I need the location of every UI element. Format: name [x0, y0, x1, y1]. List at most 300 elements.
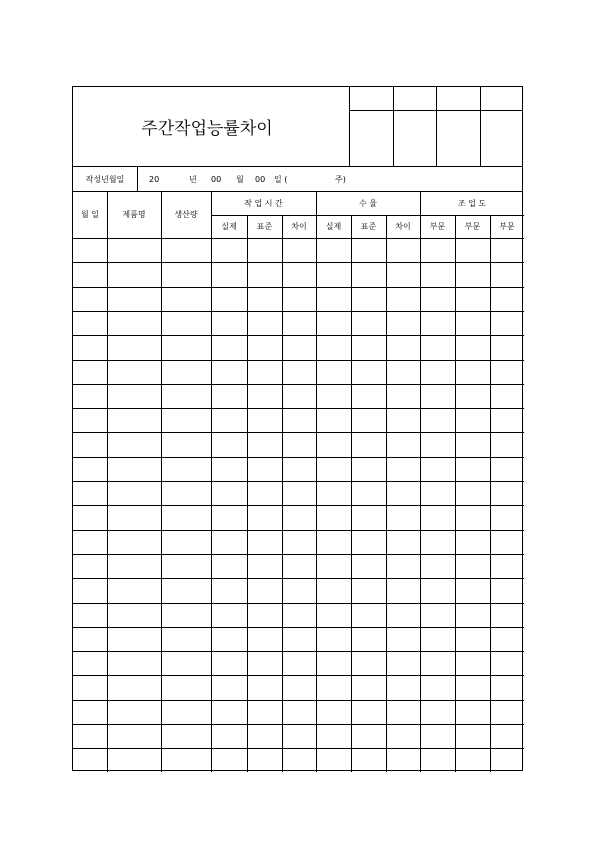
table-cell[interactable] — [248, 604, 282, 627]
table-cell[interactable] — [421, 336, 455, 360]
table-cell[interactable] — [248, 725, 282, 748]
table-cell[interactable] — [491, 263, 524, 287]
table-cell[interactable] — [352, 482, 386, 505]
table-cell[interactable] — [317, 531, 351, 554]
table-cell[interactable] — [108, 725, 161, 748]
table-cell[interactable] — [352, 579, 386, 603]
table-cell[interactable] — [162, 433, 211, 457]
table-cell[interactable] — [491, 652, 524, 675]
table-cell[interactable] — [352, 749, 386, 773]
table-cell[interactable] — [108, 628, 161, 651]
table-cell[interactable] — [421, 263, 455, 287]
table-cell[interactable] — [387, 433, 420, 457]
table-cell[interactable] — [352, 676, 386, 700]
table-cell[interactable] — [456, 579, 490, 603]
table-cell[interactable] — [212, 725, 247, 748]
table-cell[interactable] — [491, 676, 524, 700]
table-cell[interactable] — [421, 531, 455, 554]
table-cell[interactable] — [456, 531, 490, 554]
approval-sign-cell[interactable] — [394, 111, 437, 166]
table-cell[interactable] — [162, 336, 211, 360]
table-cell[interactable] — [212, 482, 247, 505]
table-cell[interactable] — [317, 555, 351, 578]
table-cell[interactable] — [456, 458, 490, 481]
day-value[interactable]: 00 — [255, 174, 266, 184]
table-cell[interactable] — [162, 458, 211, 481]
table-cell[interactable] — [212, 676, 247, 700]
table-cell[interactable] — [456, 239, 490, 262]
table-cell[interactable] — [491, 628, 524, 651]
header-sub-5: 차이 — [395, 222, 411, 231]
table-cell[interactable] — [283, 288, 316, 311]
table-cell[interactable] — [491, 433, 524, 457]
table-cell[interactable] — [74, 652, 107, 675]
table-cell[interactable] — [387, 385, 420, 408]
table-cell[interactable] — [248, 579, 282, 603]
table-cell[interactable] — [352, 652, 386, 675]
table-cell[interactable] — [248, 555, 282, 578]
table-cell[interactable] — [387, 701, 420, 724]
table-cell[interactable] — [387, 482, 420, 505]
table-cell[interactable] — [421, 676, 455, 700]
table-cell[interactable] — [491, 749, 524, 773]
table-cell[interactable] — [108, 263, 161, 287]
table-cell[interactable] — [108, 458, 161, 481]
table-cell[interactable] — [74, 725, 107, 748]
table-cell[interactable] — [74, 433, 107, 457]
table-cell[interactable] — [283, 579, 316, 603]
table-cell[interactable] — [74, 361, 107, 384]
table-cell[interactable] — [212, 628, 247, 651]
table-cell[interactable] — [317, 676, 351, 700]
table-cell[interactable] — [283, 506, 316, 530]
table-cell[interactable] — [387, 458, 420, 481]
table-cell[interactable] — [421, 433, 455, 457]
table-cell[interactable] — [421, 409, 455, 432]
table-cell[interactable] — [317, 385, 351, 408]
table-cell[interactable] — [491, 409, 524, 432]
table-cell[interactable] — [162, 725, 211, 748]
table-cell[interactable] — [74, 701, 107, 724]
table-cell[interactable] — [162, 288, 211, 311]
table-cell[interactable] — [283, 628, 316, 651]
table-cell[interactable] — [248, 531, 282, 554]
table-cell[interactable] — [248, 506, 282, 530]
table-cell[interactable] — [74, 506, 107, 530]
table-cell[interactable] — [317, 701, 351, 724]
table-cell[interactable] — [491, 336, 524, 360]
table-cell[interactable] — [352, 555, 386, 578]
table-cell[interactable] — [283, 652, 316, 675]
table-cell[interactable] — [162, 482, 211, 505]
table-cell[interactable] — [387, 725, 420, 748]
table-cell[interactable] — [248, 409, 282, 432]
table-cell[interactable] — [456, 701, 490, 724]
table-cell[interactable] — [108, 288, 161, 311]
table-cell[interactable] — [74, 263, 107, 287]
table-cell[interactable] — [352, 361, 386, 384]
table-cell[interactable] — [108, 312, 161, 335]
table-cell[interactable] — [491, 482, 524, 505]
table-cell[interactable] — [421, 652, 455, 675]
header-month-day: 월 일 — [81, 210, 99, 219]
table-cell[interactable] — [248, 288, 282, 311]
table-cell[interactable] — [74, 579, 107, 603]
approval-header-cell[interactable] — [350, 87, 394, 111]
table-cell[interactable] — [491, 604, 524, 627]
table-cell[interactable] — [421, 725, 455, 748]
table-cell[interactable] — [317, 628, 351, 651]
table-cell[interactable] — [283, 749, 316, 773]
table-cell[interactable] — [248, 312, 282, 335]
approval-stamp-grid — [350, 87, 523, 166]
table-cell[interactable] — [108, 749, 161, 773]
table-cell[interactable] — [387, 555, 420, 578]
table-cell[interactable] — [317, 288, 351, 311]
table-cell[interactable] — [456, 749, 490, 773]
table-cell[interactable] — [387, 409, 420, 432]
table-cell[interactable] — [162, 409, 211, 432]
table-cell[interactable] — [317, 579, 351, 603]
header-work-time: 작 업 시 간 — [244, 198, 283, 208]
table-cell[interactable] — [162, 701, 211, 724]
table-cell[interactable] — [387, 288, 420, 311]
table-cell[interactable] — [212, 652, 247, 675]
table-cell[interactable] — [74, 409, 107, 432]
approval-header-cell[interactable] — [437, 87, 481, 111]
table-cell[interactable] — [162, 361, 211, 384]
table-cell[interactable] — [283, 336, 316, 360]
table-cell[interactable] — [108, 555, 161, 578]
table-cell[interactable] — [387, 312, 420, 335]
table-cell[interactable] — [387, 604, 420, 627]
table-cell[interactable] — [74, 336, 107, 360]
table-cell[interactable] — [283, 458, 316, 481]
table-cell[interactable] — [491, 531, 524, 554]
table-cell[interactable] — [456, 555, 490, 578]
table-cell[interactable] — [283, 361, 316, 384]
table-cell[interactable] — [352, 458, 386, 481]
table-cell[interactable] — [317, 239, 351, 262]
table-cell[interactable] — [248, 701, 282, 724]
table-cell[interactable] — [352, 263, 386, 287]
table-cell[interactable] — [212, 288, 247, 311]
table-cell[interactable] — [421, 628, 455, 651]
header-sub-3: 실제 — [325, 222, 342, 231]
table-cell[interactable] — [283, 604, 316, 627]
table-cell[interactable] — [248, 458, 282, 481]
month-unit: 월 — [236, 174, 244, 184]
table-cell[interactable] — [212, 433, 247, 457]
table-cell[interactable] — [421, 239, 455, 262]
table-cell[interactable] — [317, 458, 351, 481]
table-cell[interactable] — [456, 288, 490, 311]
table-cell[interactable] — [491, 725, 524, 748]
table-cell[interactable] — [491, 579, 524, 603]
table-cell[interactable] — [456, 482, 490, 505]
header-production: 생산량 — [174, 210, 198, 219]
table-cell[interactable] — [456, 312, 490, 335]
table-cell[interactable] — [317, 361, 351, 384]
header-sub-1: 표준 — [256, 222, 273, 231]
table-cell[interactable] — [387, 652, 420, 675]
table-cell[interactable] — [212, 506, 247, 530]
table-cell[interactable] — [212, 409, 247, 432]
year-unit: 년 — [189, 174, 197, 184]
table-cell[interactable] — [491, 312, 524, 335]
table-cell[interactable] — [162, 749, 211, 773]
table-cell[interactable] — [108, 604, 161, 627]
header-sub-0: 실제 — [221, 222, 237, 231]
table-cell[interactable] — [387, 361, 420, 384]
table-cell[interactable] — [162, 604, 211, 627]
table-cell[interactable] — [283, 433, 316, 457]
table-cell[interactable] — [248, 628, 282, 651]
day-unit: 일 ( — [274, 174, 288, 184]
table-cell[interactable] — [212, 579, 247, 603]
table-cell[interactable] — [212, 555, 247, 578]
table-cell[interactable] — [387, 628, 420, 651]
work-efficiency-form — [72, 86, 523, 771]
table-cell[interactable] — [421, 604, 455, 627]
table-cell[interactable] — [283, 725, 316, 748]
page-title: 주간작업능률차이 — [141, 119, 273, 139]
header-divider — [211, 215, 524, 216]
table-cell[interactable] — [248, 385, 282, 408]
table-cell[interactable] — [108, 579, 161, 603]
table-cell[interactable] — [212, 701, 247, 724]
table-cell[interactable] — [387, 531, 420, 554]
table-cell[interactable] — [248, 433, 282, 457]
table-cell[interactable] — [421, 361, 455, 384]
table-cell[interactable] — [283, 531, 316, 554]
header-operation: 조 업 도 — [457, 198, 487, 208]
table-cell[interactable] — [108, 409, 161, 432]
table-cell[interactable] — [212, 604, 247, 627]
table-cell[interactable] — [421, 749, 455, 773]
table-cell[interactable] — [162, 628, 211, 651]
table-cell[interactable] — [456, 385, 490, 408]
table-cell[interactable] — [212, 531, 247, 554]
table-cell[interactable] — [283, 701, 316, 724]
table-cell[interactable] — [162, 676, 211, 700]
approval-sign-cell[interactable] — [437, 111, 481, 166]
table-cell[interactable] — [162, 579, 211, 603]
table-cell[interactable] — [248, 749, 282, 773]
table-cell[interactable] — [108, 531, 161, 554]
table-cell[interactable] — [317, 409, 351, 432]
table-cell[interactable] — [74, 239, 107, 262]
table-cell[interactable] — [456, 604, 490, 627]
table-cell[interactable] — [421, 555, 455, 578]
table-cell[interactable] — [248, 676, 282, 700]
approval-sign-cell[interactable] — [481, 111, 523, 166]
table-cell[interactable] — [212, 749, 247, 773]
table-cell[interactable] — [108, 239, 161, 262]
table-cell[interactable] — [74, 312, 107, 335]
table-cell[interactable] — [317, 433, 351, 457]
table-cell[interactable] — [352, 701, 386, 724]
date-row — [73, 167, 522, 191]
table-cell[interactable] — [162, 263, 211, 287]
table-cell[interactable] — [352, 531, 386, 554]
table-cell[interactable] — [108, 506, 161, 530]
table-cell[interactable] — [352, 288, 386, 311]
table-cell[interactable] — [456, 628, 490, 651]
table-cell[interactable] — [248, 482, 282, 505]
table-cell[interactable] — [421, 385, 455, 408]
table-cell[interactable] — [74, 288, 107, 311]
table-cell[interactable] — [74, 555, 107, 578]
table-cell[interactable] — [317, 336, 351, 360]
table-cell[interactable] — [491, 385, 524, 408]
table-cell[interactable] — [108, 385, 161, 408]
table-cell[interactable] — [317, 312, 351, 335]
table-cell[interactable] — [491, 701, 524, 724]
table-cell[interactable] — [352, 312, 386, 335]
table-cell[interactable] — [248, 239, 282, 262]
table-cell[interactable] — [421, 482, 455, 505]
table-cell[interactable] — [162, 385, 211, 408]
header-sub-4: 표준 — [360, 222, 377, 231]
table-cell[interactable] — [456, 263, 490, 287]
table-cell[interactable] — [108, 652, 161, 675]
approval-sign-cell[interactable] — [350, 111, 394, 166]
table-cell[interactable] — [162, 506, 211, 530]
table-cell[interactable] — [421, 701, 455, 724]
table-cell[interactable] — [212, 361, 247, 384]
table-cell[interactable] — [387, 676, 420, 700]
table-cell[interactable] — [456, 676, 490, 700]
table-cell[interactable] — [352, 336, 386, 360]
table-cell[interactable] — [317, 263, 351, 287]
table-cell[interactable] — [108, 701, 161, 724]
table-cell[interactable] — [491, 288, 524, 311]
table-cell[interactable] — [212, 312, 247, 335]
table-cell[interactable] — [248, 361, 282, 384]
header-sub-7: 부문 — [464, 222, 481, 231]
table-cell[interactable] — [352, 506, 386, 530]
table-cell[interactable] — [74, 628, 107, 651]
table-cell[interactable] — [387, 579, 420, 603]
table-cell[interactable] — [491, 458, 524, 481]
table-cell[interactable] — [283, 482, 316, 505]
header-sub-6: 부문 — [429, 222, 446, 231]
table-cell[interactable] — [283, 263, 316, 287]
table-cell[interactable] — [317, 604, 351, 627]
table-cell[interactable] — [491, 506, 524, 530]
table-cell[interactable] — [421, 458, 455, 481]
table-cell[interactable] — [74, 676, 107, 700]
table-cell[interactable] — [352, 409, 386, 432]
table-cell[interactable] — [491, 555, 524, 578]
table-cell[interactable] — [491, 361, 524, 384]
table-cell[interactable] — [248, 336, 282, 360]
table-cell[interactable] — [74, 749, 107, 773]
table-cell[interactable] — [421, 579, 455, 603]
table-cell[interactable] — [352, 239, 386, 262]
table-cell[interactable] — [283, 312, 316, 335]
table-cell[interactable] — [248, 652, 282, 675]
table-cell[interactable] — [456, 361, 490, 384]
table-cell[interactable] — [248, 263, 282, 287]
table-cell[interactable] — [162, 312, 211, 335]
table-cell[interactable] — [456, 725, 490, 748]
table-cell[interactable] — [456, 409, 490, 432]
table-cell[interactable] — [421, 288, 455, 311]
table-cell[interactable] — [352, 385, 386, 408]
table-cell[interactable] — [162, 239, 211, 262]
table-cell[interactable] — [212, 239, 247, 262]
table-cell[interactable] — [456, 506, 490, 530]
table-cell[interactable] — [317, 652, 351, 675]
header-sub-2: 차이 — [291, 222, 307, 231]
table-cell[interactable] — [421, 506, 455, 530]
table-cell[interactable] — [421, 312, 455, 335]
approval-header-cell[interactable] — [481, 87, 523, 111]
table-cell[interactable] — [108, 336, 161, 360]
table-cell[interactable] — [162, 652, 211, 675]
table-cell[interactable] — [387, 239, 420, 262]
weekday-unit: 주) — [335, 174, 346, 184]
table-cell[interactable] — [212, 385, 247, 408]
table-cell[interactable] — [387, 749, 420, 773]
table-cell[interactable] — [491, 239, 524, 262]
table-cell[interactable] — [456, 336, 490, 360]
table-cell[interactable] — [352, 433, 386, 457]
table-cell[interactable] — [317, 749, 351, 773]
table-cell[interactable] — [283, 239, 316, 262]
table-cell[interactable] — [317, 725, 351, 748]
table-cell[interactable] — [283, 409, 316, 432]
table-cell[interactable] — [212, 263, 247, 287]
table-cell[interactable] — [456, 652, 490, 675]
table-cell[interactable] — [108, 433, 161, 457]
table-cell[interactable] — [212, 336, 247, 360]
table-cell[interactable] — [74, 604, 107, 627]
table-cell[interactable] — [317, 506, 351, 530]
year-prefix[interactable]: 20 — [149, 174, 160, 184]
header-product: 제품명 — [122, 210, 146, 219]
table-cell[interactable] — [352, 628, 386, 651]
table-cell[interactable] — [317, 482, 351, 505]
approval-header-cell[interactable] — [394, 87, 437, 111]
table-cell[interactable] — [387, 506, 420, 530]
date-label: 작성년월일 — [85, 174, 125, 184]
table-cell[interactable] — [74, 531, 107, 554]
table-cell[interactable] — [108, 676, 161, 700]
table-cell[interactable] — [108, 482, 161, 505]
month-value[interactable]: 00 — [211, 174, 222, 184]
table-cell[interactable] — [212, 458, 247, 481]
table-cell[interactable] — [352, 604, 386, 627]
table-cell[interactable] — [74, 458, 107, 481]
header-sub-8: 부문 — [499, 222, 515, 231]
table-cell[interactable] — [162, 531, 211, 554]
table-cell[interactable] — [108, 361, 161, 384]
table-cell[interactable] — [387, 263, 420, 287]
table-cell[interactable] — [283, 676, 316, 700]
table-cell[interactable] — [352, 725, 386, 748]
table-cell[interactable] — [74, 482, 107, 505]
table-cell[interactable] — [162, 555, 211, 578]
table-cell[interactable] — [283, 385, 316, 408]
table-cell[interactable] — [387, 336, 420, 360]
table-cell[interactable] — [283, 555, 316, 578]
table-cell[interactable] — [456, 433, 490, 457]
table-cell[interactable] — [74, 385, 107, 408]
title-area — [73, 87, 350, 166]
